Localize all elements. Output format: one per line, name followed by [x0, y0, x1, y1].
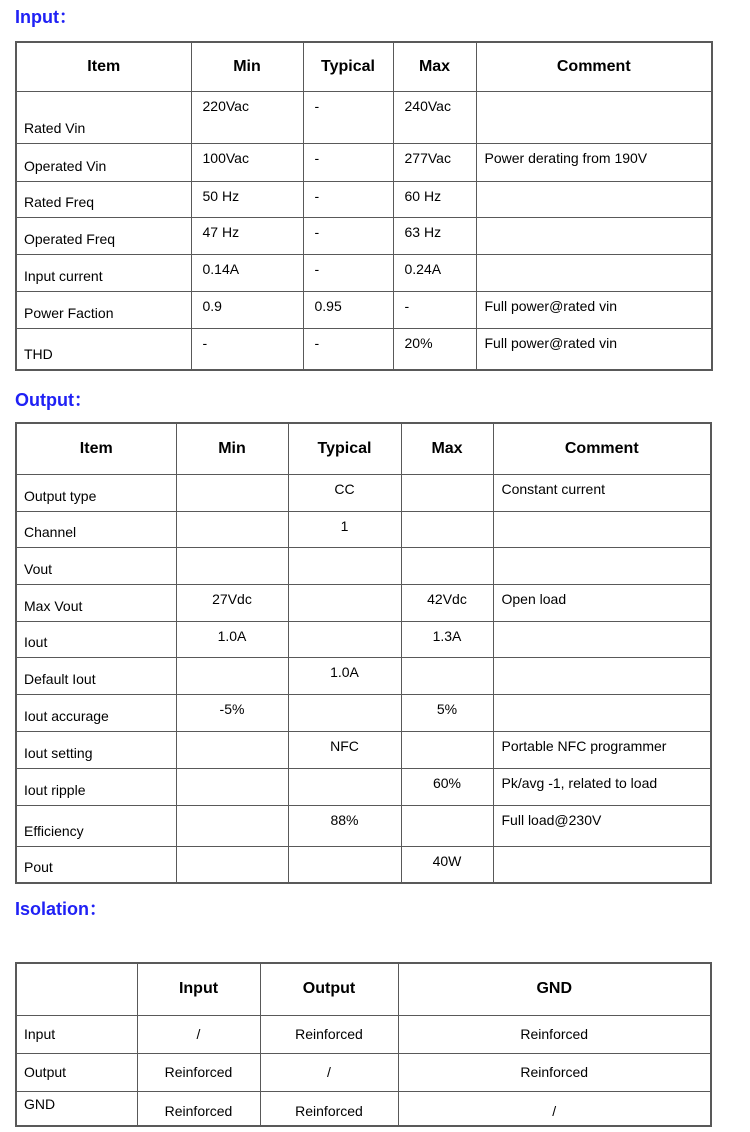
input-cell-comment: [476, 182, 712, 218]
output-cell-item: Iout setting: [16, 731, 176, 768]
output-cell-item: Iout ripple: [16, 768, 176, 805]
output-cell-typical: [288, 694, 401, 731]
output-cell-comment: [493, 694, 711, 731]
input-cell-typical: -: [303, 182, 393, 218]
input-spec-table: [15, 41, 713, 371]
output-cell-item: Default Iout: [16, 657, 176, 694]
output-cell-max: [401, 657, 493, 694]
output-cell-comment: [493, 511, 711, 547]
output-table-row: [16, 584, 711, 621]
output-cell-item: Efficiency: [16, 805, 176, 846]
output-cell-min: [176, 547, 288, 584]
input-cell-typical: -: [303, 255, 393, 292]
output-header-max: Max: [401, 423, 493, 474]
output-cell-typical: [288, 584, 401, 621]
output-cell-comment: [493, 621, 711, 657]
output-cell-min: [176, 768, 288, 805]
input-cell-comment: Full power@rated vin: [476, 292, 712, 329]
input-cell-comment: Power derating from 190V: [476, 144, 712, 182]
output-cell-max: 1.3A: [401, 621, 493, 657]
isolation-table-row: [16, 1015, 711, 1053]
output-cell-min: [176, 474, 288, 511]
output-table-row: [16, 846, 711, 883]
output-cell-max: 5%: [401, 694, 493, 731]
output-cell-max: 42Vdc: [401, 584, 493, 621]
isolation-matrix-table: [15, 962, 712, 1127]
input-table-row: [16, 329, 712, 370]
input-cell-typical: 0.95: [303, 292, 393, 329]
input-cell-max: 60 Hz: [393, 182, 476, 218]
output-table-row: [16, 731, 711, 768]
output-spec-table: [15, 422, 712, 884]
output-cell-comment: Full load@230V: [493, 805, 711, 846]
isolation-cell-input: /: [137, 1015, 260, 1053]
output-cell-item: Pout: [16, 846, 176, 883]
output-table-row: [16, 547, 711, 584]
output-cell-min: 1.0A: [176, 621, 288, 657]
output-header-typical: Typical: [288, 423, 401, 474]
output-table-row: [16, 805, 711, 846]
input-cell-min: -: [191, 329, 303, 370]
input-cell-typical: -: [303, 92, 393, 144]
output-cell-comment: [493, 657, 711, 694]
input-cell-typical: -: [303, 329, 393, 370]
isolation-table-row: [16, 1091, 711, 1126]
output-cell-comment: [493, 547, 711, 584]
input-cell-comment: [476, 92, 712, 144]
output-cell-max: [401, 731, 493, 768]
output-cell-typical: [288, 621, 401, 657]
output-cell-item: Max Vout: [16, 584, 176, 621]
input-cell-item: THD: [16, 329, 191, 370]
input-header-typical: Typical: [303, 42, 393, 92]
input-table-row: [16, 144, 712, 182]
output-table-row: [16, 621, 711, 657]
output-table-row: [16, 474, 711, 511]
output-cell-item: Channel: [16, 511, 176, 547]
input-table-row: [16, 255, 712, 292]
isolation-cell-output: Reinforced: [260, 1015, 398, 1053]
output-cell-item: Output type: [16, 474, 176, 511]
output-cell-max: 40W: [401, 846, 493, 883]
input-section-heading: Input：: [15, 7, 77, 27]
output-table-row: [16, 657, 711, 694]
output-cell-typical: CC: [288, 474, 401, 511]
output-cell-comment: [493, 846, 711, 883]
output-cell-min: 27Vdc: [176, 584, 288, 621]
output-cell-max: [401, 547, 493, 584]
input-table-row: [16, 182, 712, 218]
isolation-header-output: Output: [260, 963, 398, 1015]
isolation-cell-gnd: Reinforced: [398, 1053, 711, 1091]
output-cell-typical: [288, 846, 401, 883]
output-cell-comment: Constant current: [493, 474, 711, 511]
isolation-cell-label: Output: [16, 1053, 137, 1091]
output-cell-max: 60%: [401, 768, 493, 805]
input-cell-item: Input current: [16, 255, 191, 292]
output-header-comment: Comment: [493, 423, 711, 474]
input-cell-item: Rated Freq: [16, 182, 191, 218]
output-cell-item: Iout: [16, 621, 176, 657]
isolation-cell-input: Reinforced: [137, 1053, 260, 1091]
input-cell-max: 240Vac: [393, 92, 476, 144]
input-cell-min: 50 Hz: [191, 182, 303, 218]
output-cell-max: [401, 511, 493, 547]
isolation-header-gnd: GND: [398, 963, 711, 1015]
output-header-min: Min: [176, 423, 288, 474]
output-cell-max: [401, 805, 493, 846]
output-cell-min: [176, 846, 288, 883]
input-cell-max: 20%: [393, 329, 476, 370]
input-cell-typical: -: [303, 144, 393, 182]
input-cell-comment: Full power@rated vin: [476, 329, 712, 370]
input-cell-min: 0.14A: [191, 255, 303, 292]
input-cell-item: Operated Vin: [16, 144, 191, 182]
output-cell-item: Iout accurage: [16, 694, 176, 731]
output-cell-item: Vout: [16, 547, 176, 584]
output-table-row: [16, 694, 711, 731]
input-cell-comment: [476, 255, 712, 292]
isolation-cell-label: GND: [16, 1091, 137, 1126]
output-cell-min: [176, 657, 288, 694]
output-cell-comment: Open load: [493, 584, 711, 621]
isolation-header-input: Input: [137, 963, 260, 1015]
isolation-cell-label: Input: [16, 1015, 137, 1053]
input-cell-min: 100Vac: [191, 144, 303, 182]
output-table-row: [16, 768, 711, 805]
isolation-cell-output: /: [260, 1053, 398, 1091]
input-cell-item: Rated Vin: [16, 92, 191, 144]
output-cell-typical: [288, 768, 401, 805]
output-cell-typical: 1: [288, 511, 401, 547]
output-table-header-row: [16, 423, 711, 474]
output-cell-min: -5%: [176, 694, 288, 731]
input-cell-item: Operated Freq: [16, 218, 191, 255]
isolation-header-label: [16, 963, 137, 1015]
input-cell-min: 0.9: [191, 292, 303, 329]
input-cell-max: 277Vac: [393, 144, 476, 182]
input-cell-typical: -: [303, 218, 393, 255]
output-cell-comment: Portable NFC programmer: [493, 731, 711, 768]
input-table-header-row: [16, 42, 712, 92]
isolation-table-row: [16, 1053, 711, 1091]
output-cell-min: [176, 511, 288, 547]
output-cell-min: [176, 731, 288, 768]
output-cell-min: [176, 805, 288, 846]
output-cell-typical: 1.0A: [288, 657, 401, 694]
input-cell-comment: [476, 218, 712, 255]
input-header-comment: Comment: [476, 42, 712, 92]
isolation-section-heading: Isolation：: [15, 899, 108, 920]
output-cell-comment: Pk/avg -1, related to load: [493, 768, 711, 805]
input-cell-max: 63 Hz: [393, 218, 476, 255]
isolation-cell-gnd: Reinforced: [398, 1015, 711, 1053]
input-cell-min: 47 Hz: [191, 218, 303, 255]
output-cell-typical: [288, 547, 401, 584]
output-section-heading: Output：: [15, 389, 92, 410]
output-table-row: [16, 511, 711, 547]
output-header-item: Item: [16, 423, 176, 474]
input-header-min: Min: [191, 42, 303, 92]
input-table-row: [16, 218, 712, 255]
isolation-table-header-row: [16, 963, 711, 1015]
input-cell-max: 0.24A: [393, 255, 476, 292]
input-cell-min: 220Vac: [191, 92, 303, 144]
output-cell-max: [401, 474, 493, 511]
input-header-item: Item: [16, 42, 191, 92]
isolation-cell-gnd: /: [398, 1091, 711, 1126]
output-cell-typical: NFC: [288, 731, 401, 768]
output-cell-typical: 88%: [288, 805, 401, 846]
isolation-cell-output: Reinforced: [260, 1091, 398, 1126]
input-header-max: Max: [393, 42, 476, 92]
isolation-cell-input: Reinforced: [137, 1091, 260, 1126]
input-cell-item: Power Faction: [16, 292, 191, 329]
input-table-row: [16, 292, 712, 329]
input-cell-max: -: [393, 292, 476, 329]
input-table-row: [16, 92, 712, 144]
